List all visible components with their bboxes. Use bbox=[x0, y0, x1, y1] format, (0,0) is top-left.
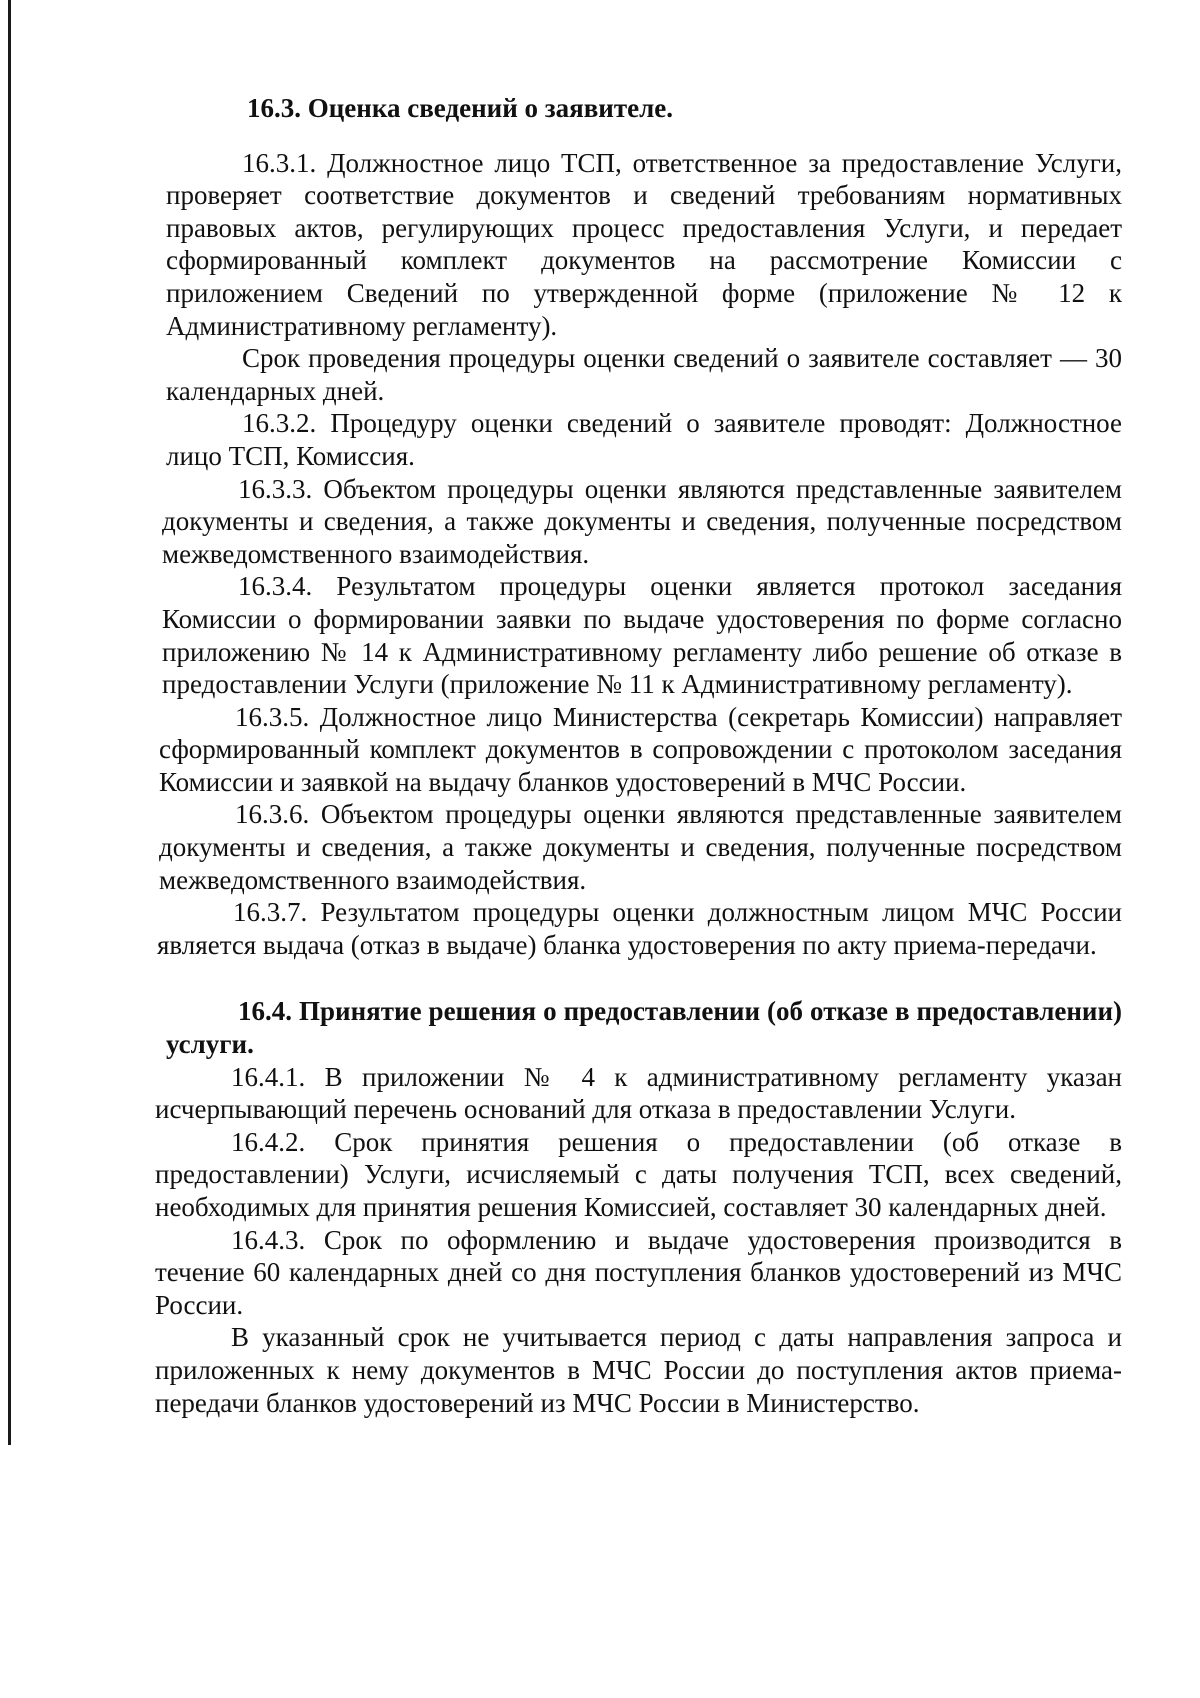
scan-left-edge bbox=[8, 0, 11, 1445]
paragraph-16-3-5: 16.3.5. Должностное лицо Министерства (секретарь Комиссии) направляет сформированный комплект документов в сопровождении с протоколом заседания Комиссии и заявкой на выдачу бланков удостоверений в МЧС России. bbox=[159, 701, 1122, 797]
section-heading-16-4: 16.4. Принятие решения о предоставлении (об отказе в предоставлении) услуги. bbox=[166, 996, 1122, 1060]
document-page bbox=[155, 92, 1122, 1419]
paragraph-16-3-2: 16.3.2. Процедуру оценки сведений о заявителе проводят: Должностное лицо ТСП, Комиссия. bbox=[166, 408, 1122, 471]
paragraph-16-3-7: 16.3.7. Результатом процедуры оценки должностным лицом МЧС России является выдача (отказ в выдаче) бланка удостоверения по акту приема-передачи. bbox=[157, 897, 1122, 960]
paragraph-16-4-2: 16.4.2. Срок принятия решения о предоставлении (об отказе в предоставлении) Услуги, исчисляемый с даты получения ТСП, всех сведений, необходимых для принятия решения Комиссией, составляет 30 календарных дней. bbox=[155, 1126, 1122, 1222]
paragraph-16-4-3-note: В указанный срок не учитывается период с даты направления запроса и приложенных к нему документов в МЧС России до поступления актов приема-передачи бланков удостоверений из МЧС России в Министерство. bbox=[155, 1322, 1122, 1418]
paragraph-16-3-6: 16.3.6. Объектом процедуры оценки являются представленные заявителем документы и сведения, а также документы и сведения, полученные посредством межведомственного взаимодействия. bbox=[159, 799, 1122, 895]
paragraph-16-3-1-term: Срок проведения процедуры оценки сведений о заявителе составляет — 30 календарных дней. bbox=[166, 343, 1122, 406]
paragraph-16-3-4: 16.3.4. Результатом процедуры оценки является протокол заседания Комиссии о формировании заявки по выдаче удостоверения по форме согласно приложению № 14 к Административному регламенту либо решение об отказе в предоставлении Услуги (приложение № 11 к Административному регламенту). bbox=[162, 571, 1122, 700]
section-heading-16-3: 16.3. Оценка сведений о заявителе. bbox=[247, 93, 673, 123]
paragraph-16-4-1: 16.4.1. В приложении № 4 к административному регламенту указан исчерпывающий перечень оснований для отказа в предоставлении Услуги. bbox=[155, 1061, 1122, 1125]
paragraph-16-4-3: 16.4.3. Срок по оформлению и выдаче удостоверения производится в течение 60 календарных дней со дня поступления бланков удостоверений из МЧС России. bbox=[155, 1224, 1122, 1320]
paragraph-16-3-1: 16.3.1. Должностное лицо ТСП, ответственное за предоставление Услуги, проверяет соответствие документов и сведений требованиям нормативных правовых актов, регулирующих процесс предоставления Услуги, и передает сформированный комплект документов на рассмотрение Комиссии с приложением Сведений по утвержденной форме (приложение № 12 к Административному регламенту). bbox=[166, 147, 1122, 341]
paragraph-16-3-3: 16.3.3. Объектом процедуры оценки являются представленные заявителем документы и сведения, а также документы и сведения, полученные посредством межведомственного взаимодействия. bbox=[162, 473, 1122, 569]
